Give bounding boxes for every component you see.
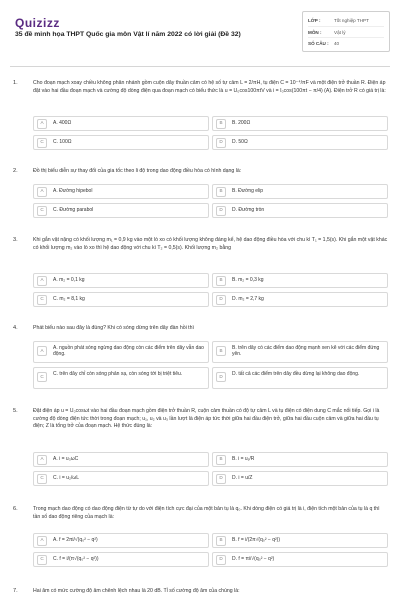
question-number: 3. [13, 237, 18, 243]
option-c[interactable] [33, 367, 209, 389]
option-text: B. trên dây có các điểm dao động mạnh xen kẽ với các điểm đứng yên. [232, 345, 380, 358]
question-text: Trong mạch dao động có dao động điện từ tự do với điện tích cực đại của một bản tụ là q₀. Khi dòng điện có giá trị là i, điện tích một bản của tụ là q thì tần số dao động riêng của mạch là: [33, 506, 380, 520]
meta-info-box [302, 11, 390, 52]
option-letter: C [37, 555, 47, 565]
question-text: Khi gắn vật nặng có khối lượng m₁ = 0,9 kg vào một lò xo có khối lượng không đáng kể, hệ dao động điều hòa với chu kì T₁ = 1,5(s). Khi gắn một vật khác có khối lượng m₂ vào lò xo thì hệ dao động với chu kì T₂ = 0,5(s). Khối lượng m₂ bằng [33, 237, 388, 251]
option-letter: C [37, 206, 47, 216]
option-text: A. f = 2πi/√(q₀² − q²) [53, 537, 98, 544]
header-divider [10, 66, 390, 67]
option-text: D. i = u/Z [232, 475, 253, 482]
option-b[interactable] [212, 341, 388, 363]
option-letter: D [216, 555, 226, 565]
option-a[interactable] [33, 341, 209, 363]
option-text: B. i = u₁/R [232, 456, 255, 463]
meta-value: 40 [334, 40, 340, 46]
option-a[interactable] [33, 273, 209, 288]
option-letter: C [37, 138, 47, 148]
option-letter: B [216, 346, 226, 356]
option-text: A. nguồn phát sóng ngừng dao động còn các điểm trên dây vẫn dao động. [53, 345, 204, 358]
answer-options [33, 116, 388, 150]
answer-options [33, 273, 388, 307]
option-a[interactable] [33, 452, 209, 467]
meta-value: Vật lý [334, 29, 346, 35]
option-letter: D [216, 295, 226, 305]
option-b[interactable] [212, 452, 388, 467]
option-letter: D [216, 206, 226, 216]
question-text: Đặt điện áp u = U₀cosωt vào hai đầu đoạn mạch gồm điện trở thuần R, cuộn cảm thuần có độ tự cảm L và tụ điện có điện dung C mắc nối tiếp. Gọi i là cường độ dòng điện tức thời trong đoạn mạch; u₁, u₂ và u₃ lần lượt là điện áp tức thời giữa hai đầu điện trở, giữa hai đầu cuộn cảm và giữa hai đầu tụ điện; Z là tổng trở của đoạn mạch. Hệ thức đúng là: [33, 408, 380, 430]
question-1 [13, 80, 388, 158]
option-letter: A [37, 455, 47, 465]
answer-options [33, 184, 388, 218]
quizizz-logo: Quizizz [15, 16, 60, 30]
meta-row-subject [308, 26, 384, 37]
option-text: C. f = i/(π√(q₀² − q²)) [53, 556, 99, 563]
option-c[interactable] [33, 552, 209, 567]
option-text: A. i = u₃ωC [53, 456, 79, 463]
meta-value: Tốt nghiệp THPT [334, 18, 369, 23]
option-letter: B [216, 187, 226, 197]
option-d[interactable] [212, 203, 388, 218]
document-title: 35 đề minh họa THPT Quốc gia môn Vật lí năm 2022 có lời giải (Đề 32) [15, 31, 241, 38]
option-letter: B [216, 119, 226, 129]
question-text: Cho đoạn mạch xoay chiều không phân nhánh gồm cuộn dây thuần cảm có hệ số tự cảm L = 2/πH, tụ điện C = 10⁻⁴/πF và một điện trở thuần R. Điện áp đặt vào hai đầu đoạn mạch và cường độ dòng điện qua đoạn mạch có biểu thức là u = U₀cos100πtV và i = I₀cos(100πt − π/4) (A). Điện trở R có giá trị là: [33, 80, 386, 94]
option-b[interactable] [212, 184, 388, 199]
question-text: Hai âm có mức cường độ âm chênh lệch nhau là 20 dB. Tỉ số cường độ âm của chúng là: [33, 588, 240, 594]
meta-label: LỚP : [308, 18, 321, 23]
question-2 [13, 168, 388, 226]
meta-label: MÔN : [308, 29, 322, 35]
meta-label: SỐ CÂU : [308, 40, 329, 46]
option-text: A. m₂ = 0,1 kg [53, 277, 85, 284]
question-text: Đồ thị biểu diễn sự thay đổi của gia tốc theo li độ trong dao động điều hòa có hình dạng là: [33, 168, 242, 174]
option-letter: C [37, 295, 47, 305]
question-text: Phát biểu nào sau đây là đúng? Khi có sóng dừng trên dây đàn hồi thì [33, 325, 194, 331]
option-text: D. 50Ω [232, 139, 248, 146]
option-letter: B [216, 276, 226, 286]
answer-options [33, 533, 388, 567]
meta-row-question-count [308, 37, 384, 48]
meta-row-class [308, 15, 384, 26]
option-c[interactable] [33, 292, 209, 307]
question-number: 1. [13, 80, 18, 86]
option-text: D. Đường tròn [232, 207, 265, 214]
option-text: D. f = πi/√(q₀² − q²) [232, 556, 275, 563]
option-text: C. Đường parabol [53, 207, 94, 214]
question-number: 5. [13, 408, 18, 414]
option-text: B. f = i/(2π√(q₀² − q²)) [232, 537, 281, 544]
option-text: B. Đường elip [232, 188, 264, 195]
option-letter: A [37, 119, 47, 129]
option-text: D. tất cả các điểm trên dây đều dừng lại không dao động. [232, 371, 360, 377]
option-letter: B [216, 455, 226, 465]
option-text: A. Đường hipebol [53, 188, 93, 195]
option-text: C. i = u₂/ωL [53, 475, 79, 482]
option-c[interactable] [33, 471, 209, 486]
option-text: A. 400Ω [53, 120, 72, 127]
option-a[interactable] [33, 533, 209, 548]
option-letter: C [37, 474, 47, 484]
option-text: C. m₂ = 8,1 kg [53, 296, 85, 303]
option-text: B. m₂ = 0,3 kg [232, 277, 264, 284]
question-7 [13, 588, 388, 598]
option-d[interactable] [212, 367, 388, 389]
option-letter: D [216, 372, 226, 382]
option-d[interactable] [212, 292, 388, 307]
option-b[interactable] [212, 273, 388, 288]
question-3 [13, 237, 388, 317]
option-d[interactable] [212, 135, 388, 150]
option-letter: D [216, 474, 226, 484]
option-letter: D [216, 138, 226, 148]
option-b[interactable] [212, 116, 388, 131]
question-number: 6. [13, 506, 18, 512]
option-a[interactable] [33, 184, 209, 199]
option-d[interactable] [212, 471, 388, 486]
question-number: 4. [13, 325, 18, 331]
option-a[interactable] [33, 116, 209, 131]
question-6 [13, 506, 388, 580]
option-letter: A [37, 276, 47, 286]
option-text: C. trên dây chỉ còn sóng phản xạ, còn sóng tới bị triệt tiêu. [53, 371, 183, 377]
answer-options [33, 452, 388, 486]
option-letter: A [37, 346, 47, 356]
option-c[interactable] [33, 135, 209, 150]
option-letter: C [37, 372, 47, 382]
option-c[interactable] [33, 203, 209, 218]
question-number: 2. [13, 168, 18, 174]
option-text: B. 200Ω [232, 120, 251, 127]
option-d[interactable] [212, 552, 388, 567]
question-4 [13, 325, 388, 401]
option-text: C. 100Ω [53, 139, 72, 146]
option-letter: B [216, 536, 226, 546]
question-5 [13, 408, 388, 498]
answer-options [33, 341, 388, 389]
option-b[interactable] [212, 533, 388, 548]
option-letter: A [37, 536, 47, 546]
option-letter: A [37, 187, 47, 197]
question-number: 7. [13, 588, 18, 594]
option-text: D. m₂ = 2,7 kg [232, 296, 264, 303]
